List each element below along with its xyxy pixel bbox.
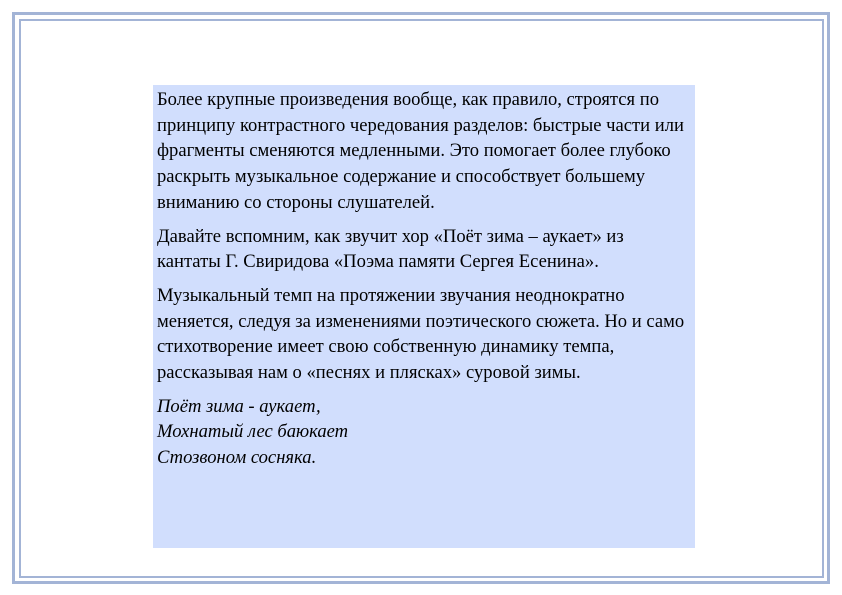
poem-line-1: Поёт зима - аукает, bbox=[157, 395, 321, 417]
text-block bbox=[153, 85, 695, 548]
poem-line-3: Стозвоном сосняка. bbox=[157, 447, 317, 469]
poem-excerpt bbox=[157, 394, 689, 471]
paragraph-choir: Давайте вспомним, как звучит хор «Поёт зима – аукает» из кантаты Г. Свиридова «Поэма памяти Сергея Есенина». bbox=[157, 225, 624, 273]
poem-line-2: Мохнатый лес баюкает bbox=[157, 421, 349, 443]
paragraph-intro: Более крупные произведения вообще, как правило, строятся по принципу контрастного чередования разделов: быстрые части или фрагменты сменяются медленными. Это помогает более глубоко раскрыть музыкальное содержание и способствует большему вниманию со стороны слушателей. bbox=[157, 89, 684, 213]
paragraph-tempo: Музыкальный темп на протяжении звучания неоднократно меняется, следуя за изменениями поэтического сюжета. Но и само стихотворение имеет свою собственную динамику темпа, рассказывая нам о «песнях и плясках» суровой зимы. bbox=[157, 284, 685, 384]
